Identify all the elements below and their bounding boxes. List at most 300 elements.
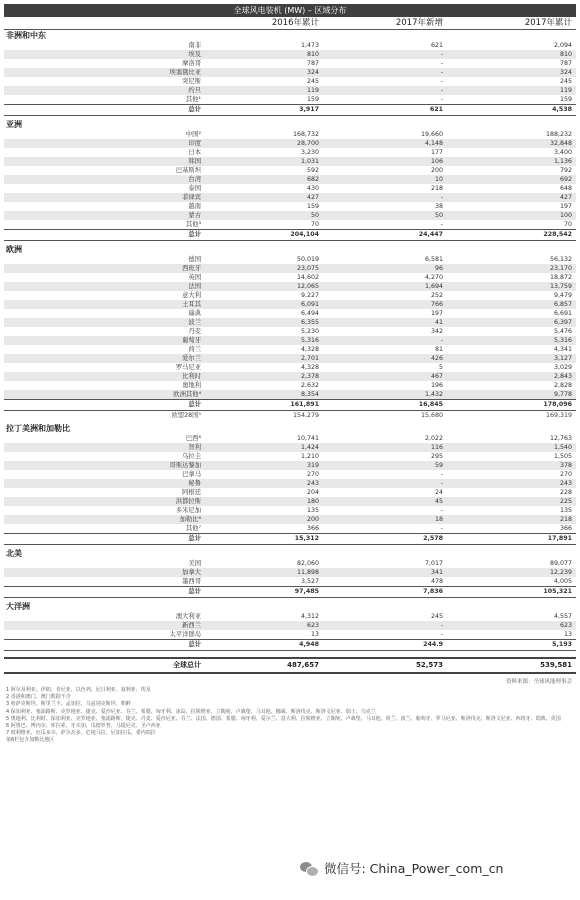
- table-row: [4, 291, 576, 300]
- country-name: 瑞典: [188, 310, 201, 317]
- value-2016-cumulative: 135: [306, 507, 319, 514]
- country-name: 英国: [188, 274, 201, 281]
- table-row: [4, 193, 576, 202]
- value-2017-new: -: [440, 337, 443, 344]
- value-2017-cumulative: 23,170: [549, 265, 572, 272]
- table-row: [4, 612, 576, 621]
- country-name: 德国: [188, 256, 201, 263]
- country-name: 澳大利亚: [175, 613, 201, 620]
- grand-total-row: [4, 657, 576, 674]
- value-2016-cumulative: 682: [306, 176, 319, 183]
- country-name: 乌拉圭: [182, 453, 201, 460]
- value-2017-cumulative: 378: [559, 462, 572, 469]
- value-2017-cumulative: 17,891: [547, 535, 572, 542]
- value-2017-cumulative: 5,193: [552, 641, 572, 648]
- value-2016-cumulative: 6,355: [300, 319, 319, 326]
- table-row: [4, 273, 576, 282]
- table-row: [4, 220, 576, 229]
- value-2017-cumulative: 13: [563, 631, 572, 638]
- value-2017-cumulative: 159: [559, 96, 572, 103]
- country-name: 其他⁷: [185, 525, 201, 532]
- value-2016-cumulative: 204,104: [290, 231, 319, 238]
- grand-total-2017: 539,581: [540, 661, 572, 669]
- value-2017-cumulative: 1,136: [553, 158, 572, 165]
- country-name: 西班牙: [182, 265, 201, 272]
- value-2016-cumulative: 15,312: [294, 535, 319, 542]
- footnote-line: 1 阿尔及利亚、伊朗、肯尼亚、以色列、尼日利亚、叙利亚、埃及: [6, 687, 151, 693]
- table-row: [4, 452, 576, 461]
- value-2017-new: -: [440, 96, 443, 103]
- value-2016-cumulative: 14,602: [296, 274, 319, 281]
- country-name: 突尼斯: [182, 78, 201, 85]
- value-2017-new: 342: [430, 328, 443, 335]
- table-row: [4, 202, 576, 211]
- value-2016-cumulative: 1,210: [300, 453, 319, 460]
- table-row: [4, 157, 576, 166]
- region-total-row: [4, 533, 576, 545]
- country-name: 墨西哥: [182, 578, 201, 585]
- table-row: [4, 479, 576, 488]
- value-2016-cumulative: 4,948: [299, 641, 319, 648]
- value-2017-new: 478: [430, 578, 443, 585]
- value-2017-new: -: [440, 525, 443, 532]
- value-2017-new: 19,660: [420, 131, 443, 138]
- value-2017-cumulative: 105,321: [543, 588, 572, 595]
- value-2017-new: 200: [430, 167, 443, 174]
- value-2016-cumulative: 180: [306, 498, 319, 505]
- value-2016-cumulative: 2,701: [300, 355, 319, 362]
- value-2017-cumulative: 792: [559, 167, 572, 174]
- country-name: 菲律宾: [182, 194, 201, 201]
- value-2016-cumulative: 5,316: [300, 337, 319, 344]
- table-row: [4, 41, 576, 50]
- value-2017-new: 116: [430, 444, 443, 451]
- value-2017-new: -: [440, 631, 443, 638]
- value-2017-new: 1,432: [424, 391, 443, 398]
- value-2017-cumulative: 4,538: [552, 106, 572, 113]
- table-row: [4, 318, 576, 327]
- country-name: 日本: [188, 149, 201, 156]
- table-row: [4, 434, 576, 443]
- value-2017-new: -: [440, 507, 443, 514]
- value-2017-new: 15,680: [420, 412, 443, 419]
- table-title: 全球风电装机 (MW) – 区域分布: [4, 4, 576, 17]
- table-row: [4, 95, 576, 104]
- spacer: [4, 651, 576, 654]
- grand-total-2016: 487,657: [287, 661, 319, 669]
- value-2016-cumulative: 2,378: [300, 373, 319, 380]
- value-2017-new: 218: [430, 185, 443, 192]
- value-2016-cumulative: 623: [306, 622, 319, 629]
- region-title: 拉丁美洲和加勒比: [6, 424, 70, 433]
- value-2017-new: 18: [434, 516, 443, 523]
- value-2017-cumulative: 3,400: [553, 149, 572, 156]
- country-name: 智利: [188, 444, 201, 451]
- country-name: 泰国: [188, 185, 201, 192]
- value-2017-cumulative: 4,005: [553, 578, 572, 585]
- region-section: [4, 548, 576, 601]
- country-name: 意大利: [182, 292, 201, 299]
- value-2017-new: 245: [430, 613, 443, 620]
- region-section: [4, 30, 576, 119]
- value-2016-cumulative: 1,424: [300, 444, 319, 451]
- table-row: [4, 345, 576, 354]
- table-row: [4, 59, 576, 68]
- value-2017-new: -: [440, 194, 443, 201]
- value-2016-cumulative: 3,527: [300, 578, 319, 585]
- value-2016-cumulative: 4,328: [300, 346, 319, 353]
- country-name: 丹麦: [188, 328, 201, 335]
- wechat-icon: [300, 861, 318, 876]
- wind-capacity-table: [4, 4, 576, 745]
- value-2017-new: 426: [430, 355, 443, 362]
- country-name: 奥地利: [182, 382, 201, 389]
- value-2016-cumulative: 9,227: [300, 292, 319, 299]
- footnote-line: 2 香港和澳门、澳门数据不含: [6, 694, 71, 701]
- value-2016-cumulative: 430: [306, 185, 319, 192]
- value-2016-cumulative: 12,065: [296, 283, 319, 290]
- country-name: 阿根廷: [182, 489, 201, 496]
- value-2017-new: 2,022: [424, 435, 443, 442]
- country-name: 洪都拉斯: [175, 498, 201, 505]
- value-2016-cumulative: 8,354: [300, 391, 319, 398]
- column-header-row: [4, 17, 576, 30]
- region-section: [4, 423, 576, 548]
- country-name: 爱尔兰: [182, 355, 201, 362]
- footnote-line: 3 哈萨克斯坦、斯里兰卡、孟加拉、乌兹别克斯坦、朝鲜: [6, 701, 131, 708]
- value-2016-cumulative: 159: [306, 203, 319, 210]
- value-2016-cumulative: 5,230: [300, 328, 319, 335]
- value-2016-cumulative: 324: [306, 69, 319, 76]
- value-2017-new: 467: [430, 373, 443, 380]
- value-2016-cumulative: 787: [306, 60, 319, 67]
- table-row: [4, 327, 576, 336]
- table-row: [4, 184, 576, 193]
- value-2017-cumulative: 12,239: [549, 569, 572, 576]
- value-2017-new: -: [440, 69, 443, 76]
- value-2016-cumulative: 200: [306, 516, 319, 523]
- table-row: [4, 77, 576, 86]
- country-name: 总计: [188, 641, 201, 648]
- country-name: 新西兰: [182, 622, 201, 629]
- table-row: [4, 50, 576, 59]
- value-2017-new: 1,694: [424, 283, 443, 290]
- country-name: 加拿大: [182, 569, 201, 576]
- value-2016-cumulative: 82,060: [296, 560, 319, 567]
- value-2017-new: 41: [434, 319, 443, 326]
- value-2016-cumulative: 154,279: [292, 412, 319, 419]
- value-2016-cumulative: 159: [306, 96, 319, 103]
- value-2017-cumulative: 12,763: [549, 435, 572, 442]
- value-2017-cumulative: 810: [559, 51, 572, 58]
- value-2016-cumulative: 204: [306, 489, 319, 496]
- value-2017-cumulative: 188,232: [545, 131, 572, 138]
- table-row: [4, 568, 576, 577]
- value-2017-cumulative: 243: [559, 480, 572, 487]
- value-2017-cumulative: 56,132: [549, 256, 572, 263]
- footnote-line: 5 奥地利、比利时、保加利亚、克罗地亚、塞浦路斯、捷克、丹麦、爱沙尼亚、芬兰、法国、德国、希腊、匈牙利、爱尔兰、意大利、拉脱维亚、立陶宛、卢森堡、马耳他、荷兰、波兰、葡萄牙、罗马尼亚、斯洛伐克、斯洛文尼亚、西班牙、瑞典、英国: [6, 715, 561, 722]
- value-2017-new: 59: [434, 462, 443, 469]
- country-name: 秘鲁: [188, 480, 201, 487]
- value-2017-cumulative: 5,476: [553, 328, 572, 335]
- country-name: 多米尼加: [175, 507, 201, 514]
- table-row: [4, 336, 576, 345]
- footnote-line: 第6栏包含加勒比地区: [6, 737, 55, 744]
- table-row: [4, 630, 576, 639]
- value-2016-cumulative: 6,494: [300, 310, 319, 317]
- col-header-region: [4, 17, 211, 29]
- country-name: 葡萄牙: [182, 337, 201, 344]
- col-header-2017-cumulative: 2017年累计: [524, 18, 572, 28]
- country-name: 总计: [188, 401, 201, 408]
- table-row: [4, 282, 576, 291]
- value-2017-new: 5: [438, 364, 443, 371]
- country-name: 巴西⁶: [185, 435, 201, 442]
- value-2016-cumulative: 3,917: [299, 106, 319, 113]
- table-row: [4, 621, 576, 630]
- value-2017-cumulative: 119: [559, 87, 572, 94]
- value-2017-new: -: [440, 60, 443, 67]
- value-2017-cumulative: 197: [559, 203, 572, 210]
- col-header-2016-cumulative: 2016年累计: [271, 18, 319, 28]
- value-2017-cumulative: 228,542: [543, 231, 572, 238]
- country-name: 总计: [188, 231, 201, 238]
- value-2017-cumulative: 70: [563, 221, 572, 228]
- country-name: 罗马尼亚: [175, 364, 201, 371]
- value-2017-cumulative: 100: [559, 212, 572, 219]
- value-2017-new: 24: [434, 489, 443, 496]
- country-name: 荷兰: [188, 346, 201, 353]
- value-2017-cumulative: 366: [559, 525, 572, 532]
- value-2016-cumulative: 810: [306, 51, 319, 58]
- table-row: [4, 175, 576, 184]
- value-2017-new: 341: [430, 569, 443, 576]
- country-name: 总计: [188, 535, 201, 542]
- table-row: [4, 86, 576, 95]
- table-row: [4, 211, 576, 220]
- value-2017-cumulative: 623: [559, 622, 572, 629]
- value-2017-cumulative: 5,316: [553, 337, 572, 344]
- country-name: 其他³: [185, 221, 201, 228]
- region-title: 亚洲: [6, 120, 22, 129]
- region-title: 非洲和中东: [6, 31, 46, 40]
- table-row: [4, 300, 576, 309]
- table-row: [4, 577, 576, 586]
- value-2017-new: 45: [434, 498, 443, 505]
- source-note: 资料来源：全球风能理事会: [505, 679, 572, 685]
- value-2017-new: -: [440, 221, 443, 228]
- footnote-line: 6 阿鲁巴、博内尔、库拉索、牙买加、瓜德罗普、马提尼克、圣卢西亚: [6, 723, 161, 730]
- value-2016-cumulative: 50,019: [296, 256, 319, 263]
- footnotes: [4, 687, 566, 745]
- region-section: [4, 601, 576, 654]
- table-row: [4, 139, 576, 148]
- value-2016-cumulative: 2,632: [300, 382, 319, 389]
- col-header-2017-new: 2017年新增: [395, 18, 443, 28]
- value-2017-new: 197: [430, 310, 443, 317]
- value-2017-cumulative: 787: [559, 60, 572, 67]
- table-row: [4, 559, 576, 568]
- country-name: 其他¹: [185, 96, 201, 103]
- value-2016-cumulative: 366: [306, 525, 319, 532]
- value-2017-new: 4,270: [424, 274, 443, 281]
- value-2016-cumulative: 4,328: [300, 364, 319, 371]
- value-2017-new: 177: [430, 149, 443, 156]
- region-total-row: [4, 399, 576, 411]
- value-2017-cumulative: 1,505: [553, 453, 572, 460]
- value-2017-new: 96: [434, 265, 443, 272]
- value-2016-cumulative: 97,485: [294, 588, 319, 595]
- country-name: 巴拿马: [182, 471, 201, 478]
- table-row: [4, 506, 576, 515]
- table-row: [4, 488, 576, 497]
- value-2017-new: -: [440, 471, 443, 478]
- value-2016-cumulative: 592: [306, 167, 319, 174]
- value-2017-new: 38: [434, 203, 443, 210]
- value-2017-cumulative: 4,557: [553, 613, 572, 620]
- footnote-line: 4 保加利亚、塞浦路斯、克罗地亚、捷克、爱沙尼亚、芬兰、希腊、匈牙利、冰岛、拉脱维亚、立陶宛、卢森堡、马耳他、挪威、斯洛伐克、斯洛文尼亚、瑞士、乌克兰: [6, 708, 376, 715]
- country-name: 蒙古: [188, 212, 201, 219]
- value-2017-new: 4,148: [424, 140, 443, 147]
- country-name: 土耳其: [182, 301, 201, 308]
- wechat-watermark: [300, 857, 503, 879]
- grand-total-2017-new: 52,573: [415, 661, 443, 669]
- value-2017-cumulative: 225: [559, 498, 572, 505]
- value-2017-cumulative: 228: [559, 489, 572, 496]
- table-row: [4, 443, 576, 452]
- value-2017-cumulative: 270: [559, 471, 572, 478]
- table-row: [4, 461, 576, 470]
- value-2017-new: 7,017: [424, 560, 443, 567]
- country-name: 法国: [188, 283, 201, 290]
- country-name: 中国²: [185, 131, 201, 138]
- region-title: 大洋洲: [6, 602, 30, 611]
- value-2016-cumulative: 245: [306, 78, 319, 85]
- table-row: [4, 264, 576, 273]
- grand-total-label: 全球总计: [173, 661, 201, 669]
- value-2016-cumulative: 427: [306, 194, 319, 201]
- country-name: 哥斯达黎加: [169, 462, 201, 469]
- regions-container: [4, 30, 576, 654]
- region-total-row: [4, 229, 576, 241]
- table-row: [4, 255, 576, 264]
- value-2017-cumulative: 2,828: [553, 382, 572, 389]
- value-2017-cumulative: 245: [559, 78, 572, 85]
- value-2017-new: 81: [434, 346, 443, 353]
- country-name: 比利时: [182, 373, 201, 380]
- value-2017-cumulative: 4,341: [553, 346, 572, 353]
- country-name: 加勒比⁶: [179, 516, 201, 523]
- country-name: 太平洋群岛: [169, 631, 201, 638]
- country-name: 约旦: [188, 87, 201, 94]
- value-2016-cumulative: 119: [306, 87, 319, 94]
- table-row: [4, 354, 576, 363]
- country-name: 巴基斯坦: [175, 167, 201, 174]
- value-2016-cumulative: 70: [310, 221, 319, 228]
- value-2017-new: 196: [430, 382, 443, 389]
- value-2017-new: 24,447: [418, 231, 443, 238]
- value-2017-cumulative: 427: [559, 194, 572, 201]
- value-2016-cumulative: 13: [310, 631, 319, 638]
- value-2017-new: 252: [430, 292, 443, 299]
- value-2017-cumulative: 135: [559, 507, 572, 514]
- country-name: 美国: [188, 560, 201, 567]
- value-2017-cumulative: 218: [559, 516, 572, 523]
- footnote-line: 7 玻利维亚、厄瓜多尔、萨尔瓦多、危地马拉、尼加拉瓜、委内瑞拉: [6, 730, 156, 737]
- value-2016-cumulative: 6,091: [300, 301, 319, 308]
- table-row: [4, 166, 576, 175]
- country-name: 欧盟28国⁵: [171, 412, 201, 419]
- region-total-row: [4, 639, 576, 651]
- value-2017-cumulative: 9,778: [553, 391, 572, 398]
- table-row: [4, 390, 576, 399]
- value-2017-cumulative: 178,096: [543, 401, 572, 408]
- value-2017-new: 244.9: [423, 641, 443, 648]
- region-title: 欧洲: [6, 245, 22, 254]
- value-2016-cumulative: 1,031: [300, 158, 319, 165]
- table-row: [4, 130, 576, 139]
- region-total-row: [4, 586, 576, 598]
- table-row: [4, 148, 576, 157]
- table-row: [4, 524, 576, 533]
- value-2017-new: -: [440, 51, 443, 58]
- value-2016-cumulative: 319: [306, 462, 319, 469]
- value-2017-cumulative: 648: [559, 185, 572, 192]
- value-2017-cumulative: 692: [559, 176, 572, 183]
- value-2017-cumulative: 2,094: [553, 42, 572, 49]
- value-2017-new: 10: [434, 176, 443, 183]
- value-2017-cumulative: 6,691: [553, 310, 572, 317]
- table-row: [4, 363, 576, 372]
- value-2016-cumulative: 28,700: [296, 140, 319, 147]
- value-2016-cumulative: 1,473: [300, 42, 319, 49]
- value-2016-cumulative: 4,312: [300, 613, 319, 620]
- value-2017-new: 2,578: [423, 535, 443, 542]
- value-2016-cumulative: 168,732: [292, 131, 319, 138]
- value-2017-cumulative: 6,857: [553, 301, 572, 308]
- region-section: [4, 244, 576, 423]
- table-row: [4, 515, 576, 524]
- country-name: 总计: [188, 588, 201, 595]
- value-2016-cumulative: 161,891: [290, 401, 319, 408]
- country-name: 埃塞俄比亚: [169, 69, 201, 76]
- table-row: [4, 470, 576, 479]
- value-2016-cumulative: 243: [306, 480, 319, 487]
- table-row: [4, 381, 576, 390]
- value-2016-cumulative: 10,741: [296, 435, 319, 442]
- value-2017-new: 106: [430, 158, 443, 165]
- country-name: 台湾: [188, 176, 201, 183]
- table-row: [4, 309, 576, 318]
- country-name: 韩国: [188, 158, 201, 165]
- value-2017-cumulative: 1,540: [553, 444, 572, 451]
- value-2017-new: -: [440, 87, 443, 94]
- value-2017-cumulative: 89,077: [549, 560, 572, 567]
- region-section: [4, 119, 576, 244]
- value-2017-new: -: [440, 622, 443, 629]
- country-name: 印度: [188, 140, 201, 147]
- value-2017-new: 295: [430, 453, 443, 460]
- country-name: 总计: [188, 106, 201, 113]
- value-2017-new: 621: [429, 106, 443, 113]
- value-2017-cumulative: 18,872: [549, 274, 572, 281]
- value-2017-cumulative: 3,029: [553, 364, 572, 371]
- value-2017-new: -: [440, 480, 443, 487]
- value-2017-new: 7,836: [423, 588, 443, 595]
- region-title: 北美: [6, 549, 22, 558]
- country-name: 南非: [188, 42, 201, 49]
- country-name: 波兰: [188, 319, 201, 326]
